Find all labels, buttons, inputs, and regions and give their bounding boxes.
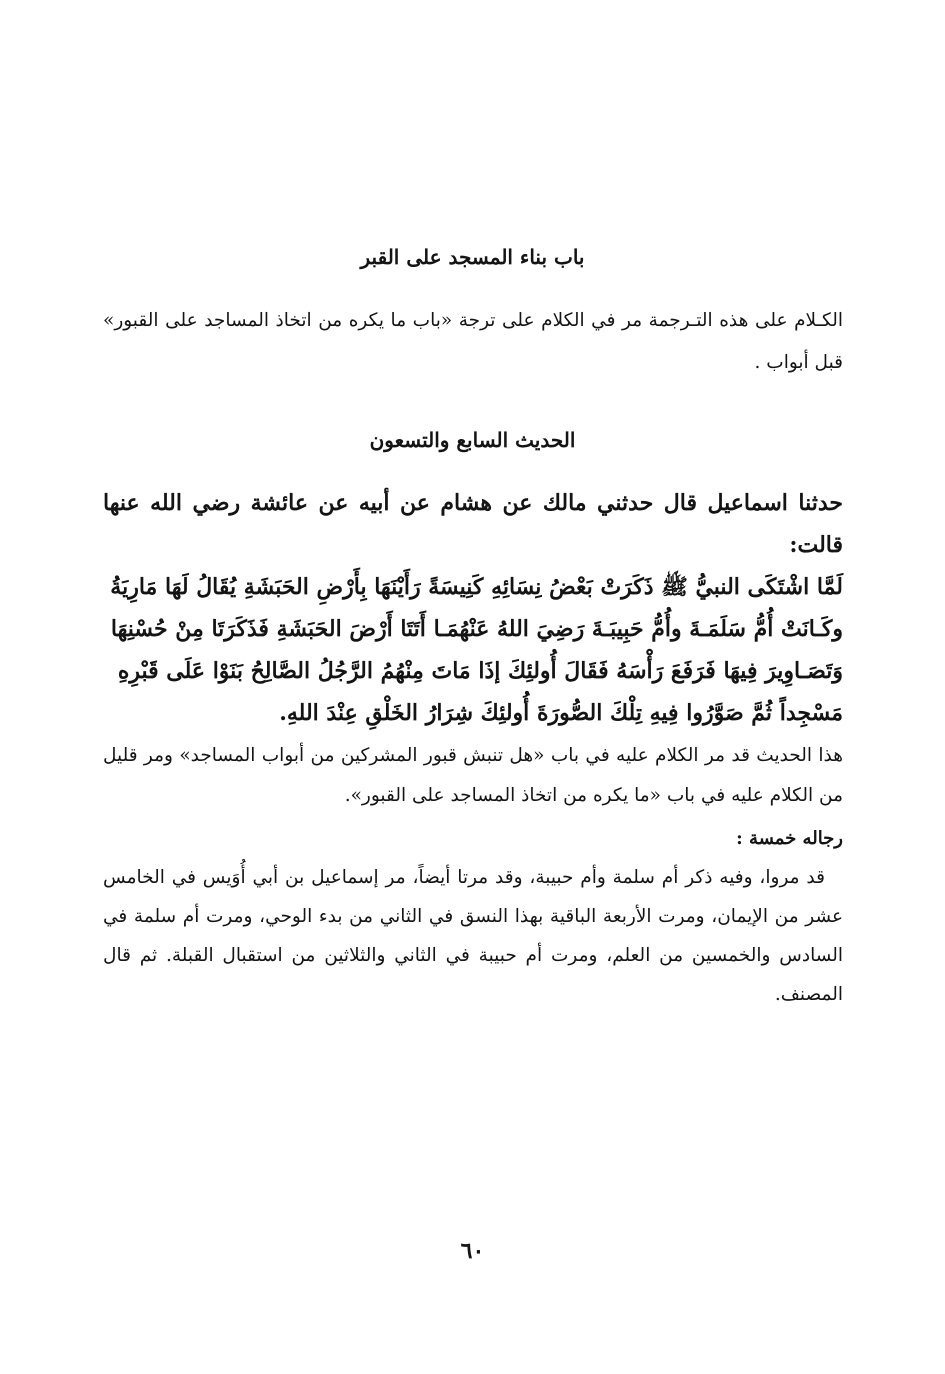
commentary-paragraph: هذا الحديث قد مر الكلام عليه في باب «هل تنبش قبور المشركين من أبواب المساجد» ومر قليل من الكلام عليه في باب «ما يكره من اتخاذ المساجد على القبور».	[103, 745, 843, 806]
hadith-matn-line: وَتَصَـاوِيرَ فِيهَا فَرَفَعَ رَأْسَهُ فَقَالَ أُولئِكَ إذَا مَاتَ مِنْهُمُ الرَّجُلُ الصَّالِحُ بَنَوْا عَلَى قَبْرِهِ	[117, 658, 843, 684]
narrators-heading: رجاله خمسة :	[736, 828, 843, 849]
narrators-paragraph: قد مروا، وفيه ذكر أم سلمة وأم حبيبة، وقد مرتا أيضاً، مر إسماعيل بن أبي أُوَيس في الخامس عشر من الإيمان، ومرت الأربعة الباقية بهذا النسق في الثاني من بدء الوحي، ومرت أم سلمة في السادس والخمسين من العلم، ومرت أم حبيبة في الثاني والثلاثين من استقبال القبلة. ثم قال المصنف.	[103, 867, 843, 1005]
hadith-matn-line: وكَـانَتْ أُمُّ سَلَمَـةَ وأُمُّ حَبِيبَـةَ رَضِيَ اللهُ عَنْهُمَـا أَتَتَا أَرْضَ الحَبَشَةِ فَذَكَرَتَا مِنْ حُسْنِهَا	[110, 616, 843, 642]
hadith-matn-line: مَسْجِداً ثُمَّ صَوَّرُوا فِيهِ تِلْكَ الصُّورَةَ أُولئِكَ شِرَارُ الخَلْقِ عِنْدَ اللهِ.	[279, 700, 843, 726]
hadith-matn-line: لَمَّا اشْتَكَى النبيُّ ﷺ ذَكَرَتْ بَعْضُ نِسَائِهِ كَنِيسَةً رَأَيْنَهَا بِأَرْضِ الحَبَشَةِ يُقَالُ لَهَا مَارِيَةُ	[110, 574, 843, 600]
page-number: ٦٠	[460, 1238, 485, 1264]
hadith-text	[103, 482, 843, 734]
hadith-isnad: حدثنا اسماعيل قال حدثني مالك عن هشام عن أبيه عن عائشة رضي الله عنها قالت:	[103, 490, 843, 558]
intro-paragraph: الكـلام على هذه التـرجمة مر في الكلام على ترجة «باب ما يكره من اتخاذ المساجد على القبور» قبل أبواب .	[103, 310, 843, 373]
hadith-title: الحديث السابع والتسعون	[369, 428, 576, 452]
chapter-title: باب بناء المسجد على القبر	[360, 245, 585, 269]
